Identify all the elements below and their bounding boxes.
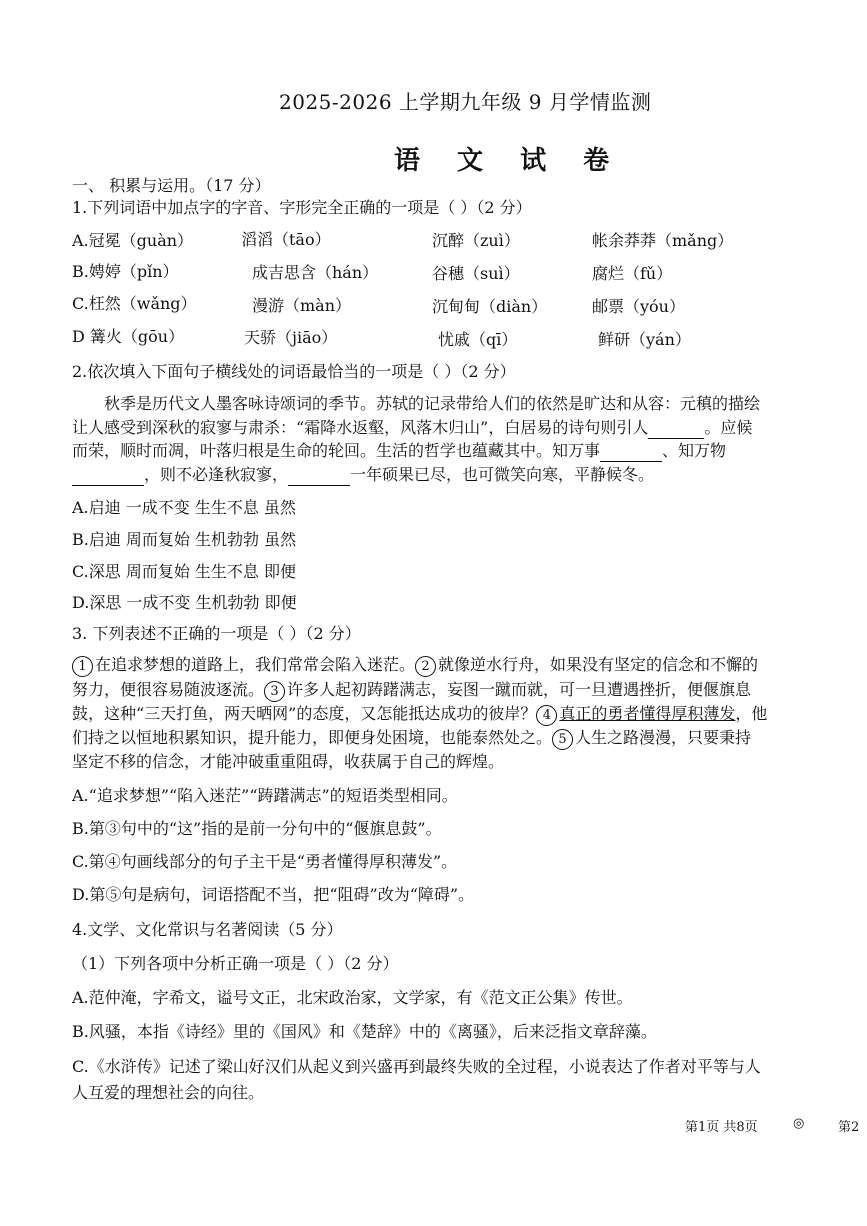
q1-row-c-1: C.枉然（wǎng） bbox=[72, 294, 197, 313]
q1-row-b-1: B.娉婷（pǐn） bbox=[72, 262, 179, 281]
q3-passage-line-4: 们持之以恒地积累知识，提升能力，即便身处困境，也能泰然处之。 5 人生之路漫漫，只要秉持 bbox=[72, 728, 751, 750]
q3-stem: 3. 下列表述不正确的一项是（ ）（2 分） bbox=[72, 624, 361, 643]
q1-row-c-2: 漫游（màn） bbox=[252, 296, 352, 315]
circled-number-5: 5 bbox=[552, 729, 573, 750]
q1-row-a-2: 滔滔（tāo） bbox=[241, 230, 331, 249]
q3-passage-line-3: 鼓，这种“三天打鱼，两天晒网”的态度，又怎能抵达成功的彼岸？ 4 真正的勇者懂得厚积薄发，他 bbox=[72, 704, 767, 726]
blank-2 bbox=[600, 441, 662, 462]
blank-3 bbox=[72, 465, 144, 486]
circled-number-4: 4 bbox=[536, 705, 557, 726]
q1-row-b-2: 成吉思含（hán） bbox=[252, 263, 379, 282]
circled-number-2: 2 bbox=[415, 656, 436, 677]
q2-passage-line-1: 秋季是历代文人墨客咏诗颂词的季节。苏轼的记录带给人们的依然是旷达和从容：元稹的描绘 bbox=[104, 394, 761, 413]
q4-option-a: A.范仲淹，字希文，谥号文正，北宋政治家，文学家，有《范文正公集》传世。 bbox=[72, 988, 633, 1007]
q4-sub1-stem: （1）下列各项中分析正确一项是（ ）（2 分） bbox=[72, 954, 399, 973]
q1-row-d-2: 天骄（jiāo） bbox=[244, 328, 338, 347]
q3-option-d: D.第⑤句是病句，词语搭配不当，把“阻碍”改为“障碍”。 bbox=[72, 885, 475, 904]
q2-option-c: C.深思 周而复始 生生不息 即便 bbox=[72, 562, 297, 581]
q1-stem: 1.下列词语中加点字的字音、字形完全正确的一项是（ ）（2 分） bbox=[72, 198, 532, 217]
exam-title: 语 文 试 卷 bbox=[394, 146, 624, 176]
footer-page-number: 第1页 共8页 bbox=[685, 1120, 758, 1135]
q3-passage-line-2: 努力，便很容易随波逐流。 3 许多人起初踌躇满志，妄图一蹴而就，可一旦遭遇挫折，便偃旗息 bbox=[72, 680, 751, 702]
q1-row-c-3: 沉甸甸（diàn） bbox=[432, 297, 548, 316]
footer-right: 第2 bbox=[838, 1120, 860, 1135]
q4-option-c-line-1: C.《水浒传》记述了梁山好汉们从起义到兴盛再到最终失败的全过程，小说表达了作者对平等与人 bbox=[72, 1057, 761, 1076]
q1-row-d-4: 鲜研（yán） bbox=[598, 330, 691, 349]
q1-row-d-1: D 篝火（gōu） bbox=[72, 327, 185, 346]
footer-mark: ◎ bbox=[793, 1116, 805, 1131]
q3-option-a: A.“追求梦想”“陷入迷茫”“踌躇满志”的短语类型相同。 bbox=[72, 786, 458, 805]
blank-4 bbox=[288, 465, 350, 486]
q1-row-b-3: 谷穗（suì） bbox=[432, 264, 520, 283]
q3-option-b: B.第③句中的“这”指的是前一分句中的“偃旗息鼓”。 bbox=[72, 819, 442, 838]
q2-option-b: B.启迪 周而复始 生机勃勃 虽然 bbox=[72, 530, 297, 549]
underlined-phrase: 真正的勇者懂得厚积薄发 bbox=[559, 704, 736, 723]
q3-passage-line-1: 1 在追求梦想的道路上，我们常常会陷入迷茫。 2 就像逆水行舟，如果没有坚定的信念和不懈的 bbox=[72, 655, 758, 677]
q1-row-a-3: 沉醉（zuì） bbox=[432, 231, 520, 250]
q1-row-b-4: 腐烂（fǔ） bbox=[592, 264, 673, 283]
q2-option-a: A.启迪 一成不变 生生不息 虽然 bbox=[72, 498, 296, 517]
q4-stem: 4.文学、文化常识与名著阅读（5 分） bbox=[72, 920, 343, 939]
q1-row-d-3: 忧戚（qī） bbox=[438, 330, 518, 349]
q3-option-c: C.第④句画线部分的句子主干是“勇者懂得厚积薄发”。 bbox=[72, 852, 458, 871]
q2-stem: 2.依次填入下面句子横线处的词语最恰当的一项是（ ）（2 分） bbox=[72, 362, 516, 381]
q2-passage-line-3: 而荣，顺时而凋，叶落归根是生命的轮回。生活的哲学也蕴藏其中。知万事 、知万物 bbox=[72, 441, 727, 460]
q1-row-c-4: 邮票（yóu） bbox=[592, 297, 685, 316]
q1-row-a-4: 帐余莽莽（mǎng） bbox=[592, 231, 734, 250]
circled-number-3: 3 bbox=[264, 681, 285, 702]
exam-header: 2025-2026 上学期九年级 9 月学情监测 bbox=[279, 90, 652, 114]
circled-number-1: 1 bbox=[72, 656, 93, 677]
q2-passage-line-2: 让人感受到深秋的寂寥与肃杀：“霜降水返壑，风落木归山”，白居易的诗句则引人 。应候 bbox=[72, 418, 753, 437]
q4-option-c-line-2: 人互爱的理想社会的向往。 bbox=[72, 1083, 265, 1102]
q2-passage-line-4: ，则不必逢秋寂寥， 一年硕果已尽，也可微笑向寒，平静候冬。 bbox=[72, 465, 654, 486]
section-heading: 一、 积累与运用。（17 分） bbox=[72, 176, 271, 195]
q3-passage-line-5: 坚定不移的信念，才能冲破重重阻碍，收获属于自己的辉煌。 bbox=[72, 752, 505, 771]
q4-option-b: B.风骚，本指《诗经》里的《国风》和《楚辞》中的《离骚》，后来泛指文章辞藻。 bbox=[72, 1022, 657, 1041]
blank-1 bbox=[648, 418, 704, 439]
q1-row-a-1: A.冠冕（guàn） bbox=[72, 231, 194, 250]
q2-option-d: D.深思 一成不变 生机勃勃 即便 bbox=[72, 593, 297, 612]
